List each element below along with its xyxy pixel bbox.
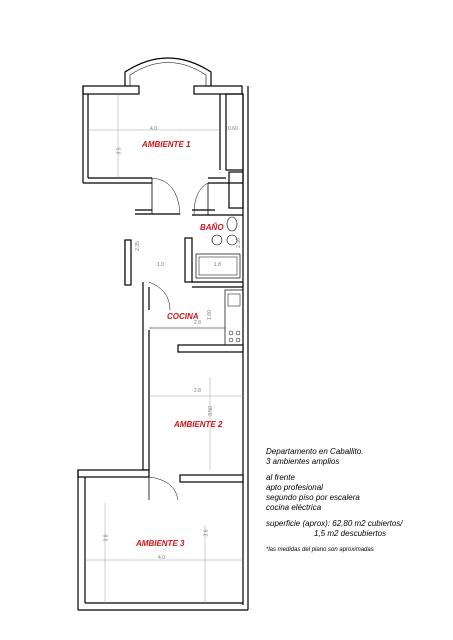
property-description — [266, 447, 452, 555]
dimension-a1-closet: 0.60 — [228, 126, 238, 132]
dimension-a2-height: 3.50 — [207, 406, 214, 416]
dimension-a1-width: 4.0 — [150, 126, 157, 132]
room-label-ambiente-2: AMBIENTE 2 — [174, 420, 223, 429]
dimension-hall-width: 1.0 — [157, 262, 164, 268]
dimension-a3-width: 4.0 — [158, 555, 165, 561]
balcony-inner — [130, 63, 206, 87]
door-cocina — [149, 282, 170, 310]
closet-right-top — [226, 94, 243, 170]
wall-a2-a3-right — [180, 475, 243, 482]
dimension-a3-right: 3.6 — [203, 529, 210, 537]
counter — [225, 290, 243, 345]
room-label-ambiente-3: AMBIENTE 3 — [136, 539, 185, 548]
wall-a2-a3-left — [78, 470, 149, 477]
closet-right-mid — [229, 172, 243, 208]
dimension-hall-height: 2.35 — [134, 241, 141, 251]
hall-wall-left — [125, 240, 131, 285]
measurement-note: *las medidas del plano son aproximadas — [266, 547, 374, 553]
sink — [227, 217, 237, 231]
sink-kitchen — [228, 294, 240, 306]
description-line: segundo piso por escalera — [266, 493, 360, 502]
dimension-kitchen-width: 2.8 — [194, 320, 201, 326]
dimension-a1-height: 3.5 — [116, 147, 123, 155]
room-label-bano: BAÑO — [200, 223, 224, 232]
dimension-a2-width: 2.8 — [194, 388, 201, 394]
description-line: Departamento en Caballito. — [266, 447, 364, 456]
dimension-bath-height: 2.30 — [235, 238, 242, 248]
description-line: cocina eléctrica — [266, 503, 322, 512]
room-label-cocina: COCINA — [167, 312, 199, 321]
wall-cocina-a2 — [178, 345, 243, 352]
room-label-ambiente-1: AMBIENTE 1 — [142, 140, 191, 149]
description-line: al frente — [266, 473, 295, 482]
description-line: 3 ambientes amplios — [266, 457, 340, 466]
bath-wall-left — [185, 238, 192, 282]
wall-top-right — [194, 86, 242, 94]
surface-area-uncovered: 1,5 m2 descubiertos — [314, 529, 387, 538]
surface-area: superficie (aprox): 62,80 m2 cubiertos/ — [266, 519, 403, 528]
dimension-kitchen-height: 1.60 — [206, 310, 213, 320]
dimension-a3-left: 3.8 — [103, 534, 110, 542]
dimension-bath-width: 1.8 — [214, 262, 221, 268]
wall-top-left — [83, 86, 139, 94]
description-line: apto profesional — [266, 483, 323, 492]
